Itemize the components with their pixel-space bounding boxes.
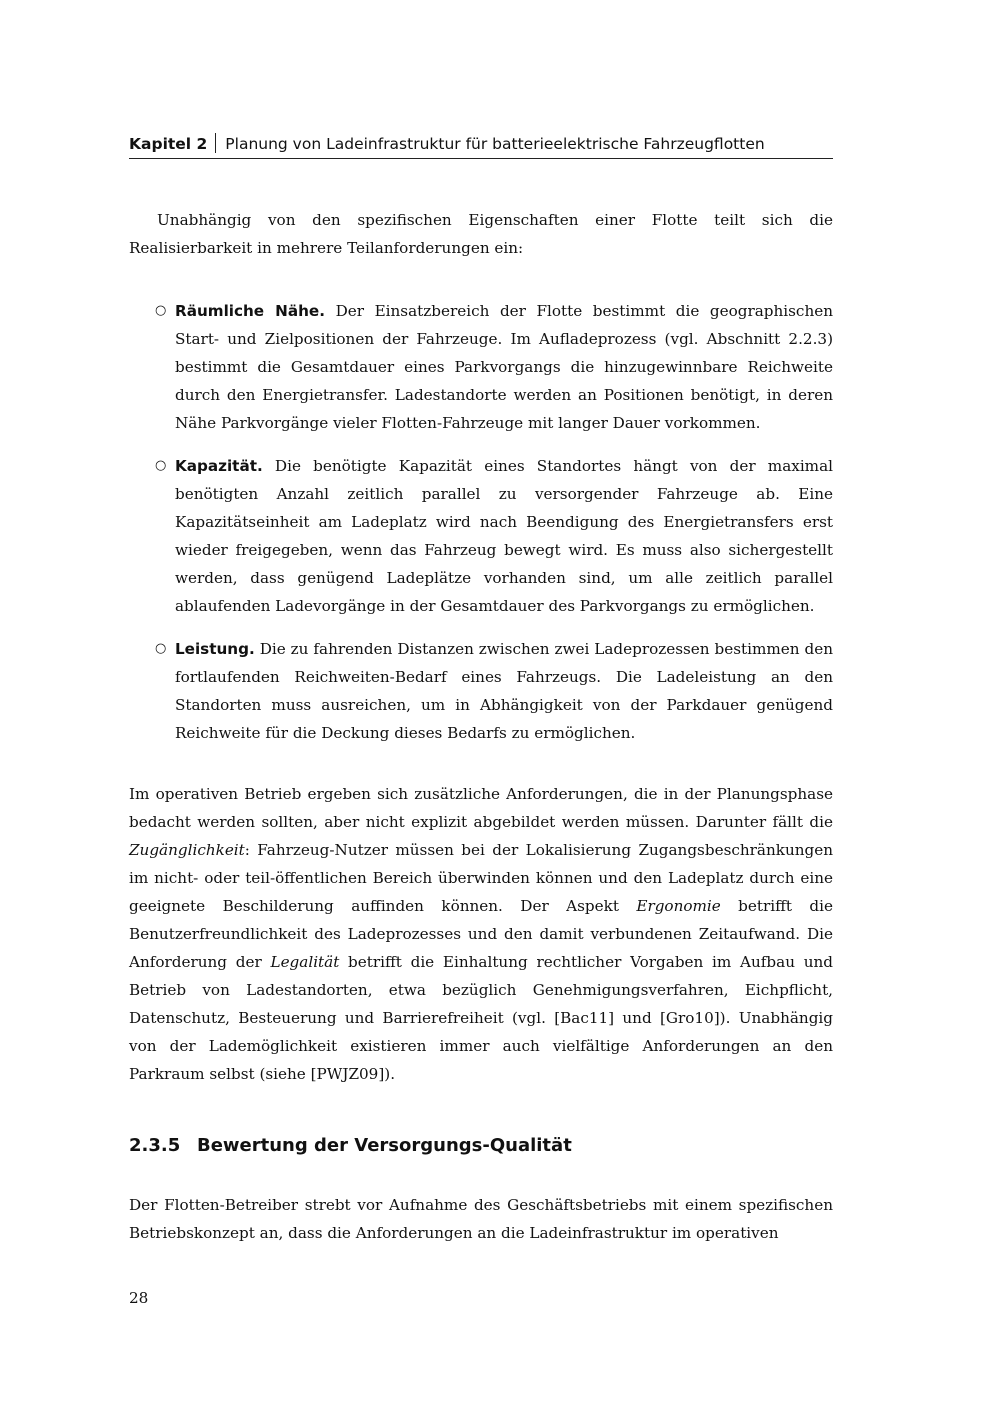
requirement-text: Die zu fahrenden Distanzen zwischen zwei Ladeprozessen bestimmen den fortlaufenden Reichweiten-Bedarf eines Fahrzeugs. Die Ladeleistung an den Standorten muss ausreichen, um in Abhängigkeit von der Parkdauer genügend Reichweite für die Deckung dieses Bedarfs zu ermöglichen. xyxy=(175,640,833,742)
requirement-term: Räumliche Nähe. xyxy=(175,302,325,320)
term-ergonomics: Ergonomie xyxy=(636,897,721,915)
intro-paragraph: Unabhängig von den spezifischen Eigenschaften einer Flotte teilt sich die Realisierbarkeit in mehrere Teilanforderungen ein: xyxy=(129,211,833,257)
section-title: Bewertung der Versorgungs-Qualität xyxy=(197,1135,572,1156)
requirement-term: Kapazität. xyxy=(175,457,263,475)
operational-text-4: betrifft die Einhaltung rechtlicher Vorgaben im Aufbau und Betrieb von Ladestandorten, etwa bezüglich Genehmigungsverfahren, Eichpflicht, Datenschutz, Besteuerung und Barrierefreiheit (vgl. [Bac11] und [Gro10]). Unabhängig von der Lademöglichkeit existieren immer auch vielfältige Anforderungen an den Parkraum selbst (siehe [PWJZ09]). xyxy=(129,953,833,1083)
operational-text-2: : Fahrzeug-Nutzer müssen bei der Lokalisierung Zugangsbeschränkungen im nicht- oder teil-öffentlichen Bereich überwinden können und den Ladeplatz durch eine geeignete Beschilderung auffinden können. Der Aspekt xyxy=(129,841,833,915)
requirement-text: Der Einsatzbereich der Flotte bestimmt die geographischen Start- und Zielpositionen der Fahrzeuge. Im Aufladeprozess (vgl. Abschnitt 2.2.3) bestimmt die Gesamtdauer eines Parkvorgangs die hinzugewinnbare Reichweite durch den Energietransfer. Ladestandorte werden an Positionen benötigt, in deren Nähe Parkvorgänge vieler Flotten-Fahrzeuge mit langer Dauer vorkommen. xyxy=(175,302,833,432)
bullet-circle-icon: ○ xyxy=(155,303,167,318)
requirement-item-power xyxy=(155,635,833,747)
running-header xyxy=(129,133,833,159)
requirement-text: Die benötigte Kapazität eines Standortes hängt von der maximal benötigten Anzahl zeitlich parallel zu versorgender Fahrzeuge ab. Eine Kapazitätseinheit am Ladeplatz wird nach Beendigung des Energietransfers erst wieder freigegeben, wenn das Fahrzeug bewegt wird. Es muss also sichergestellt werden, dass genügend Ladeplätze vorhanden sind, um alle zeitlich parallel ablaufenden Ladevorgänge in der Gesamtdauer des Parkvorgangs zu ermöglichen. xyxy=(175,457,833,615)
bullet-circle-icon: ○ xyxy=(155,641,167,656)
requirement-item-spatial xyxy=(155,297,833,437)
term-legality: Legalität xyxy=(270,953,340,971)
closing-paragraph: Der Flotten-Betreiber strebt vor Aufnahme des Geschäftsbetriebs mit einem spezifischen Betriebskonzept an, dass die Anforderungen an die Ladeinfrastruktur im operativen xyxy=(129,1196,833,1242)
page-number: 28 xyxy=(129,1289,149,1307)
requirement-item-capacity xyxy=(155,452,833,620)
chapter-title: Planung von Ladeinfrastruktur für batterieelektrische Fahrzeugflotten xyxy=(225,135,765,153)
chapter-label: Kapitel 2 xyxy=(129,135,208,153)
operational-text-3: betrifft die Benutzerfreundlichkeit des Ladeprozesses und den damit verbundenen Zeitaufwand. Die Anforderung der xyxy=(129,897,833,971)
requirement-term: Leistung. xyxy=(175,640,255,658)
bullet-circle-icon: ○ xyxy=(155,458,167,473)
section-number: 2.3.5 xyxy=(129,1135,181,1156)
term-accessibility: Zugänglichkeit xyxy=(129,841,245,859)
header-separator xyxy=(215,133,216,153)
section-heading xyxy=(129,1132,833,1160)
operational-paragraph xyxy=(129,780,833,1088)
operational-text-1: Im operativen Betrieb ergeben sich zusätzliche Anforderungen, die in der Planungsphase bedacht werden sollten, aber nicht explizit abgebildet werden müssen. Darunter fällt die xyxy=(129,785,833,831)
